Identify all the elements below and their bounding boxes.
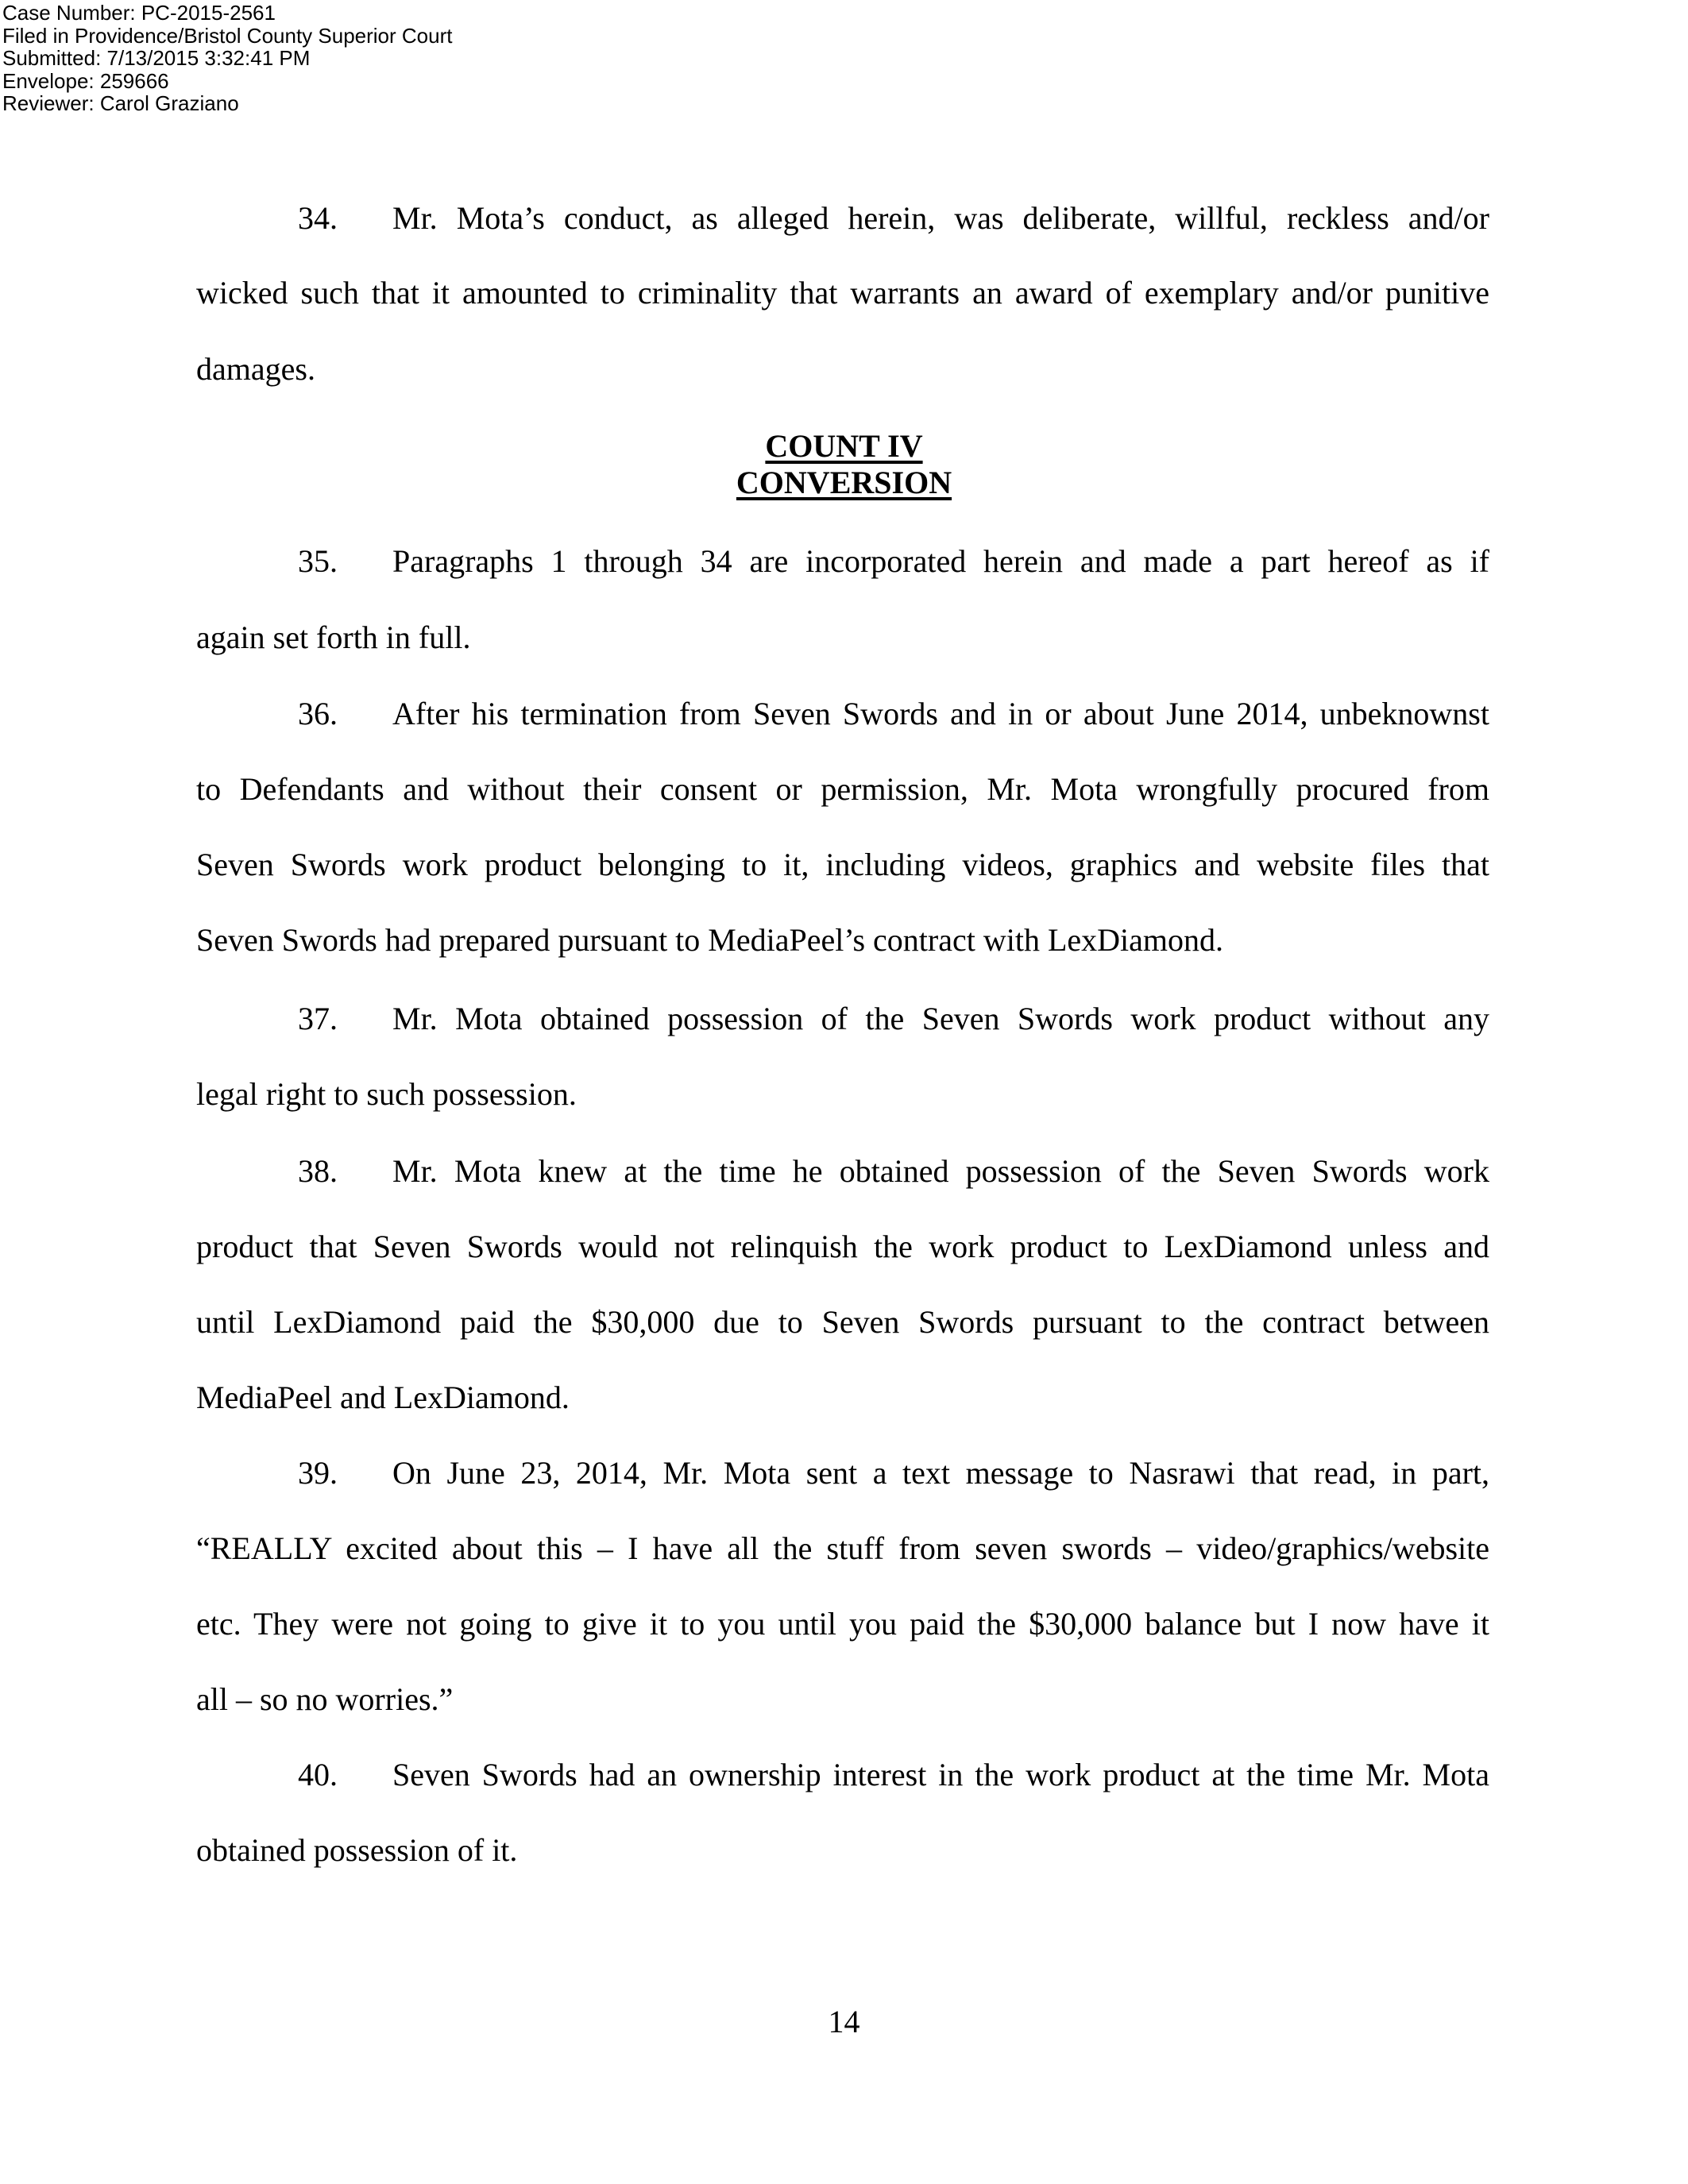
filing-header — [2, 2, 452, 115]
paragraph-number: 36. — [298, 696, 338, 731]
count-number: COUNT IV — [765, 428, 923, 464]
paragraph-line: After his termination from Seven Swords and in or about June 2014, unbeknownst — [392, 696, 1489, 731]
paragraph-line: legal right to such possession. — [196, 1076, 577, 1112]
reviewer-name: Reviewer: Carol Graziano — [2, 91, 239, 115]
count-heading — [0, 427, 1688, 465]
paragraph-line: until LexDiamond paid the $30,000 due to Seven Swords pursuant to the contract between — [196, 1304, 1489, 1340]
count-title-heading — [0, 464, 1688, 502]
paragraph-line: Seven Swords had prepared pursuant to MediaPeel’s contract with LexDiamond. — [196, 922, 1224, 958]
page-number: 14 — [828, 2004, 860, 2039]
paragraph-line: wicked such that it amounted to criminality that warrants an award of exemplary and/or punitive — [196, 275, 1489, 311]
paragraph-line: MediaPeel and LexDiamond. — [196, 1379, 570, 1415]
envelope-number: Envelope: 259666 — [2, 68, 169, 93]
paragraph-line: obtained possession of it. — [196, 1832, 518, 1868]
paragraph-line: to Defendants and without their consent or permission, Mr. Mota wrongfully procured from — [196, 771, 1489, 807]
paragraph-number: 38. — [298, 1153, 338, 1189]
paragraph-number: 37. — [298, 1001, 338, 1036]
paragraph-line: Seven Swords had an ownership interest in the work product at the time Mr. Mota — [392, 1757, 1489, 1792]
paragraph-line: damages. — [196, 351, 315, 387]
paragraph-number: 40. — [298, 1757, 338, 1792]
paragraph-line: again set forth in full. — [196, 619, 471, 655]
paragraph-number: 39. — [298, 1455, 338, 1491]
paragraph-line: On June 23, 2014, Mr. Mota sent a text message to Nasrawi that read, in part, — [392, 1455, 1489, 1491]
paragraph-line: Mr. Mota obtained possession of the Seven Swords work product without any — [392, 1001, 1489, 1036]
count-title: CONVERSION — [736, 465, 952, 500]
paragraph-line: Mr. Mota’s conduct, as alleged herein, was deliberate, willful, reckless and/or — [392, 200, 1489, 236]
paragraph-line: Mr. Mota knew at the time he obtained possession of the Seven Swords work — [392, 1153, 1489, 1189]
paragraph-line: product that Seven Swords would not relinquish the work product to LexDiamond unless and — [196, 1229, 1489, 1264]
paragraph-line: all – so no worries.” — [196, 1681, 454, 1717]
paragraph-number: 35. — [298, 543, 338, 579]
paragraph-line: etc. They were not going to give it to you until you paid the $30,000 balance but I now have it — [196, 1606, 1489, 1642]
court-name: Filed in Providence/Bristol County Superior Court — [2, 23, 453, 48]
paragraph-line: Paragraphs 1 through 34 are incorporated herein and made a part hereof as if — [392, 543, 1489, 579]
paragraph-number: 34. — [298, 200, 338, 236]
paragraph-line: Seven Swords work product belonging to it, including videos, graphics and website files that — [196, 847, 1489, 882]
case-number: Case Number: PC-2015-2561 — [2, 1, 276, 25]
submitted-timestamp: Submitted: 7/13/2015 3:32:41 PM — [2, 46, 311, 70]
paragraph-line: “REALLY excited about this – I have all the stuff from seven swords – video/graphics/website — [196, 1530, 1489, 1566]
